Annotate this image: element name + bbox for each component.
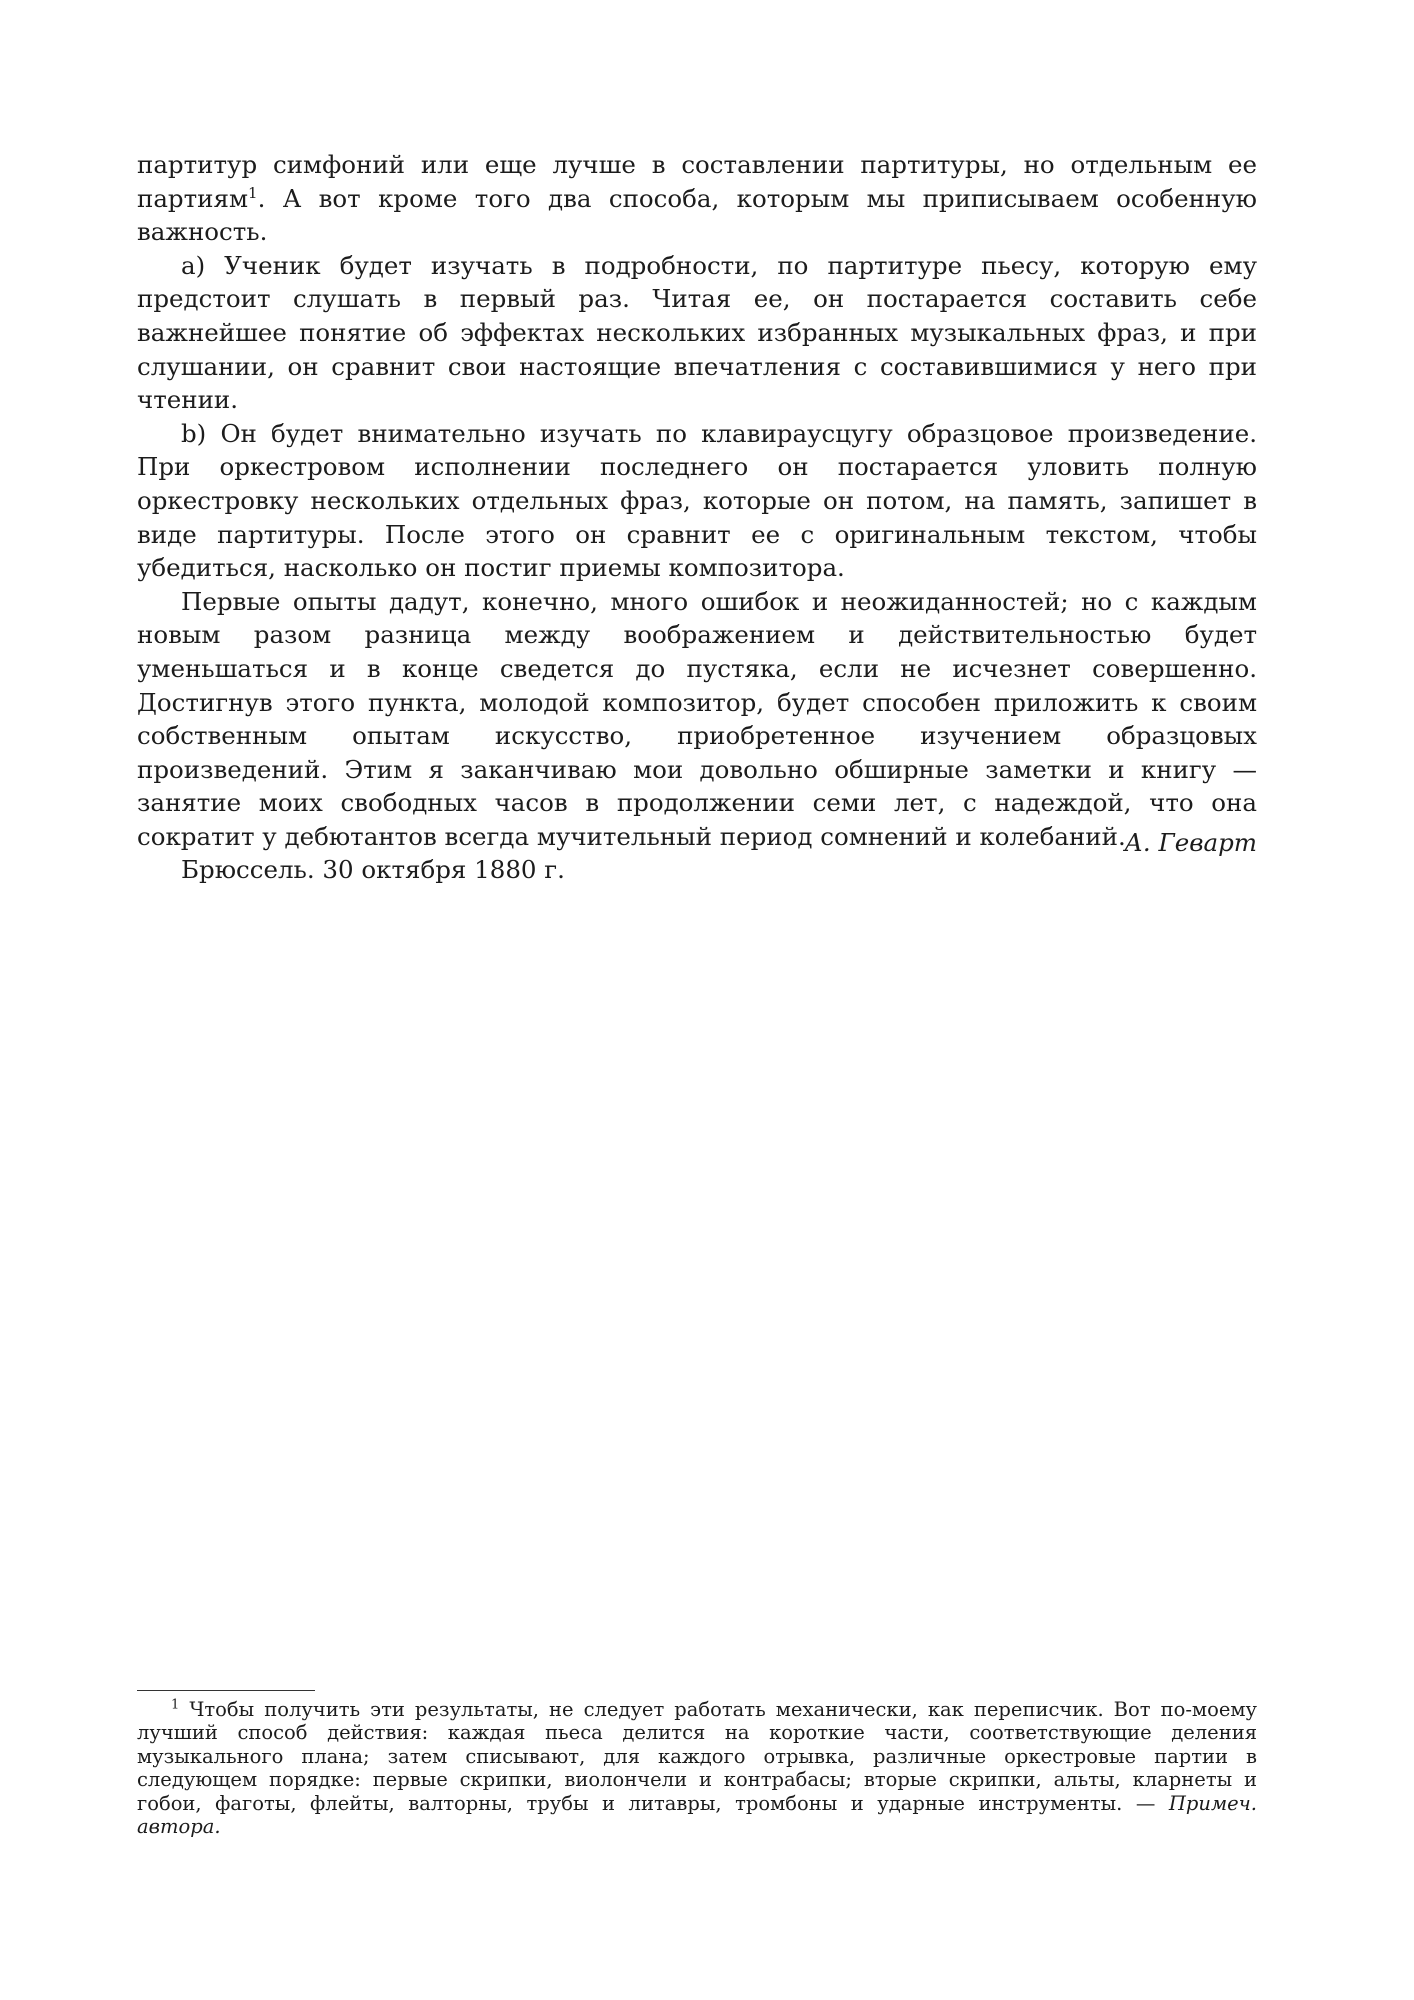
paragraph-a: а) Ученик будет изучать в подробности, по партитуре пьесу, которую ему предстоит слушать в первый раз. Читая ее, он постарается составить себе важнейшее понятие об эффектах нескольких избранных музыкальных фраз, и при слушании, он сравнит свои настоящие впечатления с составившимися у него при чтении. [137,250,1257,415]
paragraph-b: b) Он будет внимательно изучать по клавираусцугу образцовое произведение. При оркестровом исполнении последнего он постарается уловить полную оркестровку нескольких отдельных фраз, которые он потом, на память, запишет в виде партитуры. После этого он сравнит ее с оригинальным текстом, чтобы убедиться, насколько он постиг приемы композитора. [137,418,1257,583]
main-text [137,148,1257,887]
author-signature: А. Геварт [1124,828,1257,857]
place-date-line: Брюссель. 30 октября 1880 г. [181,855,565,885]
paragraph-text-rest: . А вот кроме того два способа, которым мы приписываем особенную важность. [137,183,1257,247]
footnote-reference: 1 [248,183,258,202]
paragraph-text: партитур симфоний или еще лучше в составлении партитуры, но отдельным ее партиям [137,150,1257,213]
paragraph-continuation [137,148,1257,249]
footnote-paragraph [137,1698,1257,1838]
footnote [137,1698,1257,1838]
footnote-divider [137,1690,315,1691]
paragraph-conclusion: Первые опыты дадут, конечно, много ошибок и неожиданностей; но с каждым новым разом разница между воображением и действительностью будет уменьшаться и в конце сведется до пустяка, если не исчезнет совершенно. Достигнув этого пункта, молодой композитор, будет способен приложить к своим собственным опытам искусство, приобретенное изучением образцовых произведений. Этим я заканчиваю мои довольно обширные заметки и книгу — занятие моих свободных часов в продолжении семи лет, с надеждой, что она сократит у дебютантов всегда мучительный период сомнений и колебаний. [137,586,1257,851]
footnote-marker: 1 [171,1697,180,1713]
footnote-attribution: Примеч. автора. [137,1791,1257,1839]
footnote-text: Чтобы получить эти результаты, не следует работать механически, как переписчик. Вот по-моему лучший способ действия: каждая пьеса делится на короткие части, соответствующие деления музыкального плана; затем списывают, для каждого отрывка, различные оркестровые партии в следующем порядке: первые скрипки, виолончели и контрабасы; вторые скрипки, альты, кларнеты и гобои, фаготы, флейты, валторны, трубы и литавры, тромбоны и ударные инструменты. — [137,1698,1257,1815]
